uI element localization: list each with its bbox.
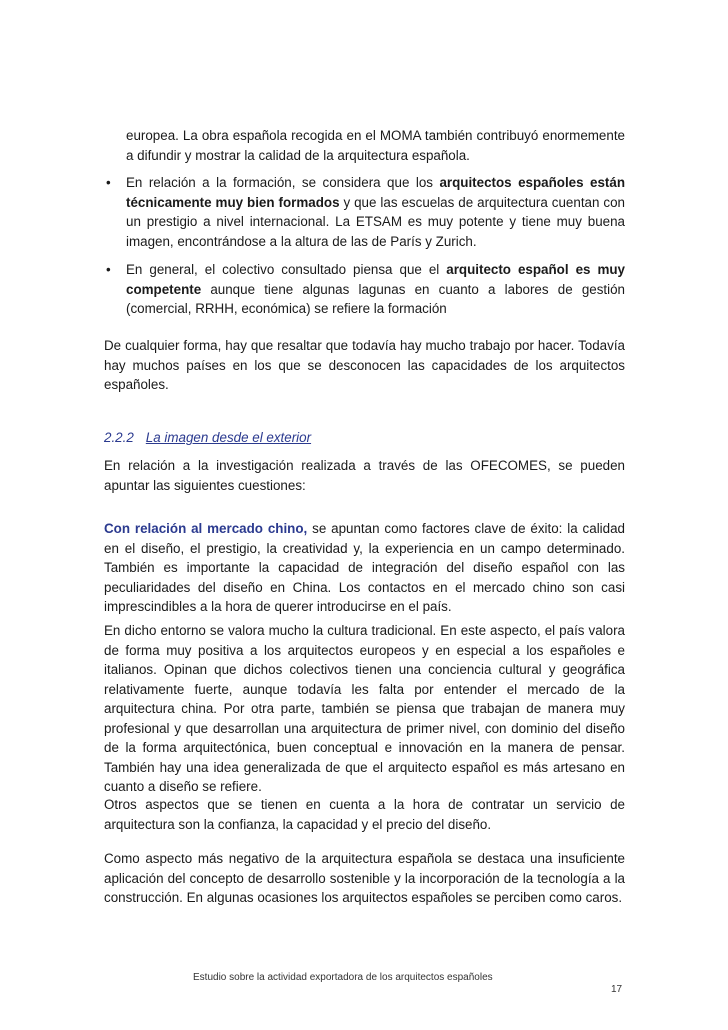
bullet-icon: • [106, 175, 111, 190]
list-item-continuation [104, 126, 625, 165]
paragraph-text: se apuntan como factores clave de éxito: la calidad en el diseño, el prestigio, la creatividad y, la experiencia en un campo determinado. También es importante la capacidad de integración del diseño español con las peculiaridades del diseño en China. Los contactos en el mercado chino son casi imprescindibles a la hora de querer introducirse en el país. [104, 521, 625, 614]
page-number: 17 [611, 984, 623, 995]
footer-text: Estudio sobre la actividad exportadora de los arquitectos españoles [193, 972, 493, 983]
list-item-text: aunque tiene algunas lagunas en cuanto a labores de gestión (comercial, RRHH, económica) se refiere la formación [126, 281, 625, 316]
paragraph-intro: En relación a la investigación realizada a través de las OFECOMES, se pueden apuntar las siguientes cuestiones: [104, 458, 625, 493]
list-item [104, 260, 625, 319]
continuation-text: europea. La obra española recogida en el MOMA también contribuyó enormemente a difundir y mostrar la calidad de la arquitectura española. [126, 128, 625, 163]
paragraph-other-aspects: Otros aspectos que se tienen en cuenta a la hora de contratar un servicio de arquitectura son la confianza, la capacidad y el precio del diseño. [104, 797, 625, 832]
bullet-icon: • [106, 262, 111, 277]
paragraph-china [104, 519, 625, 617]
section-number: 2.2.2 [104, 430, 134, 445]
paragraph-negative: Como aspecto más negativo de la arquitectura española se destaca una insuficiente aplicación del concepto de desarrollo sostenible y la incorporación de la tecnología a la construcción. En algunas ocasiones los arquitectos españoles se perciben como caros. [104, 851, 625, 905]
list-item-bold-text: arquitecto español es muy competente [126, 262, 625, 297]
list-item-text: En general, el colectivo consultado piensa que el [126, 262, 447, 277]
paragraph-lead: Con relación al mercado chino, [104, 521, 308, 536]
paragraph-culture: En dicho entorno se valora mucho la cultura tradicional. En este aspecto, el país valora de forma muy positiva a los arquitectos europeos y en especial a los españoles e italianos. Opinan que dichos colectivos tienen una conciencia cultural y geográfica relativamente fuerte, aunque todavía les falta por entender el mercado de la arquitectura china. Por otra parte, también se piensa que trabajan de manera muy profesional y que desarrollan una arquitectura de primer nivel, con dominio del diseño de la forma arquitectónica, buen conceptual e innovación en la manera de pensar. También hay una idea generalizada de que el arquitecto español es más artesano en cuanto a diseño se refiere. [104, 623, 625, 794]
bullet-list [104, 126, 625, 328]
list-item-text: En relación a la formación, se considera que los [126, 175, 440, 190]
list-item-bold-text: arquitectos españoles están técnicamente muy bien formados [126, 175, 626, 210]
list-item [104, 173, 625, 251]
section-heading [104, 428, 311, 447]
paragraph-summary: De cualquier forma, hay que resaltar que todavía hay mucho trabajo por hacer. Todavía hay muchos países en los que se desconocen las capacidades de los arquitectos españoles. [104, 338, 625, 392]
list-item-text: y que las escuelas de arquitectura cuentan con un prestigio a nivel internacional. La ETSAM es muy potente y tiene muy buena imagen, encontrándose a la altura de las de París y Zurich. [126, 194, 625, 249]
section-title: La imagen desde el exterior [145, 430, 312, 445]
